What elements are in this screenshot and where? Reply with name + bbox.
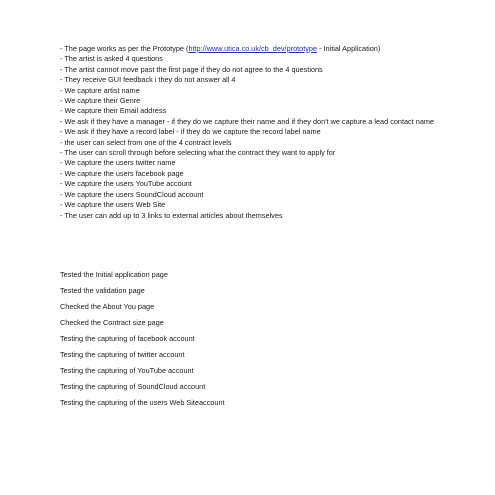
requirement-item: - The user can scroll through before selecting what the contract they want to apply for bbox=[60, 148, 336, 158]
test-item: Testing the capturing of SoundCloud account bbox=[60, 382, 206, 391]
test-log bbox=[60, 270, 440, 414]
test-item: Testing the capturing of YouTube account bbox=[60, 366, 194, 375]
test-item: Checked the Contract size page bbox=[60, 318, 164, 327]
requirement-item: - The artist cannot move past the first page if they do not agree to the 4 questions bbox=[60, 64, 323, 74]
requirement-item: - We capture the users YouTube account bbox=[60, 179, 192, 189]
requirement-item: - We ask if they have a record label - if they do we capture the record label name bbox=[60, 127, 321, 137]
requirement-item: - We capture the users facebook page bbox=[60, 168, 184, 178]
prototype-link[interactable]: http://www.utica.co.uk/cb_dev/prototype bbox=[188, 44, 318, 53]
test-item: Testing the capturing of facebook account bbox=[60, 334, 195, 343]
requirement-item: - We capture artist name bbox=[60, 85, 140, 95]
test-item: Testing the capturing of the users Web Siteaccount bbox=[60, 398, 225, 407]
requirement-item: - The user can add up to 3 links to external articles about themselves bbox=[60, 210, 283, 220]
requirement-item: - We capture the users twitter name bbox=[60, 158, 176, 168]
requirement-item: - We capture the users Web Site bbox=[60, 200, 166, 210]
test-item: Checked the About You page bbox=[60, 302, 155, 311]
requirement-item: - We capture the users SoundCloud account bbox=[60, 189, 204, 199]
requirement-text: - Initial Application) bbox=[317, 44, 381, 53]
requirement-text: - The page works as per the Prototype ( bbox=[60, 44, 189, 53]
requirement-item: - We capture their Email address bbox=[60, 106, 167, 116]
requirement-item: - We ask if they have a manager - if they do we capture their name and if they don't we capture a lead contact name bbox=[60, 116, 435, 126]
requirement-item: - the user can select from one of the 4 contract levels bbox=[60, 137, 232, 147]
test-item: Tested the Initial application page bbox=[60, 270, 168, 279]
requirements-bullets bbox=[60, 44, 440, 221]
test-item: Testing the capturing of twitter account bbox=[60, 350, 185, 359]
test-item: Tested the validation page bbox=[60, 286, 145, 295]
requirement-item: - The artist is asked 4 questions bbox=[60, 54, 163, 64]
requirement-item: - We capture their Genre bbox=[60, 96, 141, 106]
requirement-item bbox=[60, 44, 440, 54]
requirement-item: - They receive GUI feedback i they do not answer all 4 bbox=[60, 75, 236, 85]
requirements-list bbox=[60, 44, 440, 221]
